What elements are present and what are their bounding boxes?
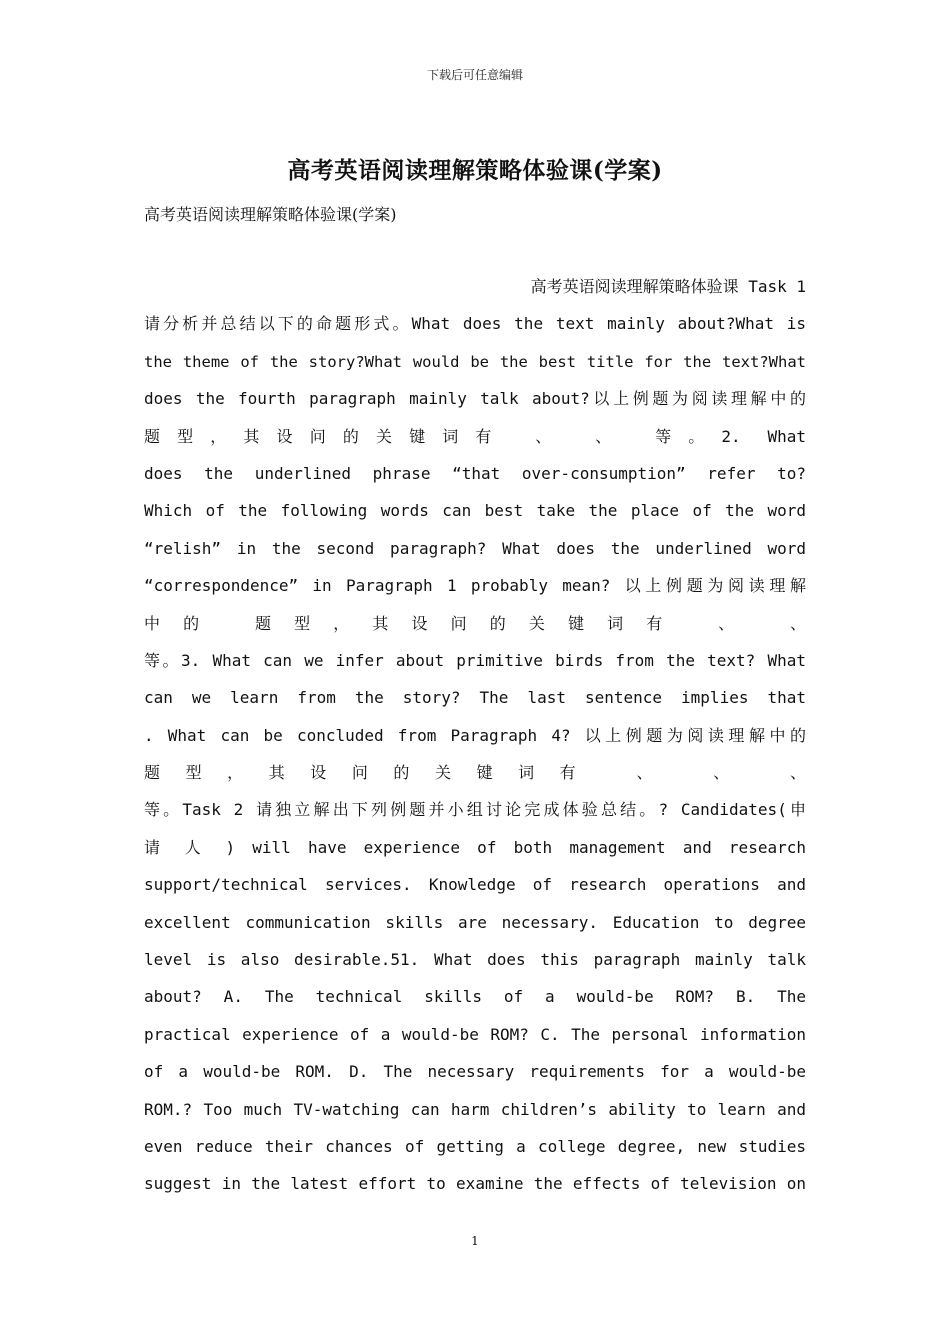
body-line: the theme of the story?What would be the best title for the text?What (144, 352, 806, 371)
body-line: 高考英语阅读理解策略体验课 Task 1 (530, 277, 806, 296)
body-line: 等。Task 2 请独立解出下列例题并小组讨论完成体验总结。? Candidates(申 (144, 800, 806, 820)
body-line: suggest in the latest effort to examine the effects of television on (144, 1174, 806, 1194)
document-subtitle: 高考英语阅读理解策略体验课(学案) (144, 205, 397, 224)
body-line: ROM.? Too much TV-watching can harm children’s ability to learn and (144, 1099, 806, 1119)
page-number: 1 (471, 1234, 479, 1248)
body-line: 请 人 ) will have experience of both management and research (144, 837, 806, 857)
body-line: even reduce their chances of getting a college degree, new studies (144, 1136, 806, 1156)
document-title: 高考英语阅读理解策略体验课(学案) (287, 157, 663, 184)
page-header-note: 下载后可任意编辑 (426, 68, 523, 82)
body-line: of a would-be ROM. D. The necessary requirements for a would-be (144, 1062, 806, 1082)
body-line: “relish” in the second paragraph? What does the underlined word (144, 538, 806, 558)
body-line: support/technical services. Knowledge of research operations and (144, 875, 806, 895)
document-body (144, 272, 806, 1207)
body-line: 请分析并总结以下的命题形式。What does the text mainly about?What is (144, 314, 806, 334)
body-line: Which of the following words can best take the place of the word (144, 501, 806, 521)
body-line: level is also desirable.51. What does this paragraph mainly talk (144, 950, 806, 970)
body-line: does the fourth paragraph mainly talk about?以上例题为阅读理解中的 (144, 389, 806, 409)
body-line: 等。3. What can we infer about primitive birds from the text? What (144, 650, 806, 670)
body-line: 题型，其设问的关键词有 、 、 、 (144, 763, 806, 783)
body-line: practical experience of a would-be ROM? C. The personal information (144, 1024, 806, 1044)
body-line: excellent communication skills are necessary. Education to degree (144, 912, 806, 932)
body-line: does the underlined phrase “that over-consumption” refer to? (144, 463, 806, 483)
body-line: can we learn from the story? The last sentence implies that (144, 688, 806, 708)
body-line: 中的 题型，其设问的关键词有 、 、 (144, 613, 806, 633)
body-line: 题型，其设问的关键词有 、 、 等。2. What (144, 426, 806, 446)
body-line: about? A. The technical skills of a would-be ROM? B. The (144, 987, 806, 1007)
body-line: “correspondence” in Paragraph 1 probably mean? 以上例题为阅读理解 (144, 576, 806, 596)
body-line: . What can be concluded from Paragraph 4? 以上例题为阅读理解中的 (144, 725, 806, 745)
